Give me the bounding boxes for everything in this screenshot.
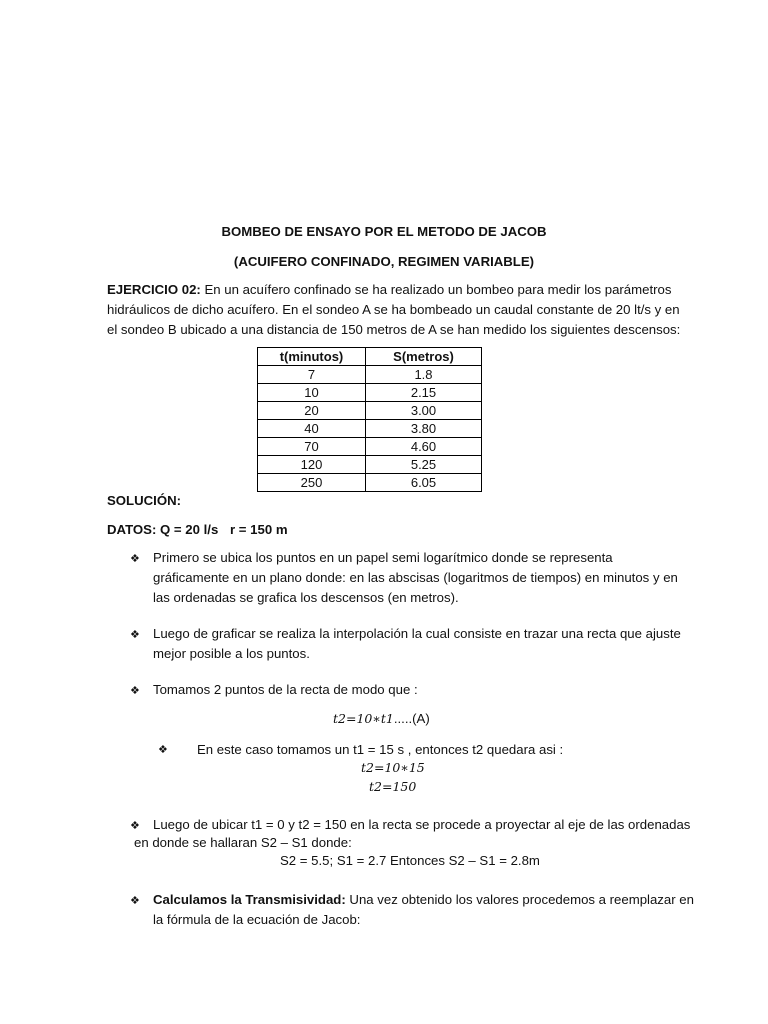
exercise-line-2: hidráulicos de dicho acuífero. En el sondeo A se ha bombeado un caudal constante de 20 lt/s y en <box>107 302 680 317</box>
bullet-6-line-1: Una vez obtenido los valores procedemos a reemplazar en <box>345 892 694 907</box>
table-row <box>258 366 482 384</box>
document-subtitle: (ACUIFERO CONFINADO, REGIMEN VARIABLE) <box>233 254 535 269</box>
diamond-bullet-icon: ❖ <box>158 744 168 756</box>
document-title: BOMBEO DE ENSAYO POR EL METODO DE JACOB <box>221 224 547 239</box>
table-row <box>258 456 482 474</box>
table-cell-drawdown: 5.25 <box>366 456 482 474</box>
formula-a-equation: t2=10∗t1 <box>333 711 394 726</box>
bullet-case-t1: En este caso tomamos un t1 = 15 s , entonces t2 quedara asi : <box>197 742 564 757</box>
table-cell-time: 10 <box>258 384 366 402</box>
diamond-bullet-icon: ❖ <box>130 820 140 832</box>
diamond-bullet-icon: ❖ <box>130 629 140 641</box>
bullet-5-line-1: Luego de ubicar t1 = 0 y t2 = 150 en la recta se procede a proyectar al eje de las ordenadas <box>153 817 691 832</box>
exercise-line-3: el sondeo B ubicado a una distancia de 150 metros de A se han medido los siguientes descensos: <box>107 322 681 337</box>
table-row <box>258 420 482 438</box>
table-cell-time: 20 <box>258 402 366 420</box>
table-cell-time: 40 <box>258 420 366 438</box>
exercise-line-1: En un acuífero confinado se ha realizado un bombeo para medir los parámetros <box>200 282 672 297</box>
table-header-time: t(minutos) <box>258 348 366 366</box>
table-cell-time: 7 <box>258 366 366 384</box>
exercise-label: EJERCICIO 02: <box>107 282 201 297</box>
table-cell-drawdown: 4.60 <box>366 438 482 456</box>
solution-heading: SOLUCIÓN: <box>107 493 181 508</box>
diamond-bullet-icon: ❖ <box>130 553 140 565</box>
diamond-bullet-icon: ❖ <box>130 685 140 697</box>
bullet-two-points: Tomamos 2 puntos de la recta de modo que : <box>153 682 418 697</box>
table-cell-time: 250 <box>258 474 366 492</box>
bullet-plot-points <box>153 548 678 608</box>
bullet-1-line-2: gráficamente en un plano donde: en las abscisas (logaritmos de tiempos) en minutos y en <box>153 570 678 585</box>
bullet-1-line-3: las ordenadas se grafica los descensos (en metros). <box>153 590 459 605</box>
table-row <box>258 402 482 420</box>
table-cell-drawdown: 3.00 <box>366 402 482 420</box>
table-cell-drawdown: 3.80 <box>366 420 482 438</box>
bullet-interpolation <box>153 624 681 664</box>
table-cell-drawdown: 1.8 <box>366 366 482 384</box>
bullet-6-line-2: la fórmula de la ecuación de Jacob: <box>153 912 361 927</box>
table-header-drawdown: S(metros) <box>366 348 482 366</box>
bullet-2-line-2: mejor posible a los puntos. <box>153 646 310 661</box>
table-cell-drawdown: 2.15 <box>366 384 482 402</box>
table-cell-drawdown: 6.05 <box>366 474 482 492</box>
diamond-bullet-icon: ❖ <box>130 895 140 907</box>
table-row <box>258 438 482 456</box>
transmissivity-label: Calculamos la Transmisividad: <box>153 892 346 907</box>
table-row <box>258 384 482 402</box>
table-row <box>258 474 482 492</box>
bullet-1-line-1: Primero se ubica los puntos en un papel semi logarítmico donde se representa <box>153 550 613 565</box>
bullet-transmissivity <box>153 890 694 930</box>
equation-t2-product: t2=10∗15 <box>361 760 425 775</box>
drawdown-table <box>257 347 482 492</box>
bullet-2-line-1: Luego de graficar se realiza la interpolación la cual consiste en trazar una recta que ajuste <box>153 626 681 641</box>
bullet-5-line-2: en donde se hallaran S2 – S1 donde: <box>134 835 352 850</box>
given-data-radius: r = 150 m <box>230 522 288 537</box>
table-cell-time: 70 <box>258 438 366 456</box>
drawdown-difference: S2 = 5.5; S1 = 2.7 Entonces S2 – S1 = 2.8m <box>280 853 540 868</box>
equation-t2-result: t2=150 <box>369 779 417 794</box>
table-header-row <box>258 348 482 366</box>
table-cell-time: 120 <box>258 456 366 474</box>
exercise-statement <box>107 280 681 340</box>
formula-a <box>333 711 430 726</box>
formula-a-label: .....(A) <box>393 711 430 726</box>
given-data-flow: DATOS: Q = 20 l/s <box>107 522 219 537</box>
